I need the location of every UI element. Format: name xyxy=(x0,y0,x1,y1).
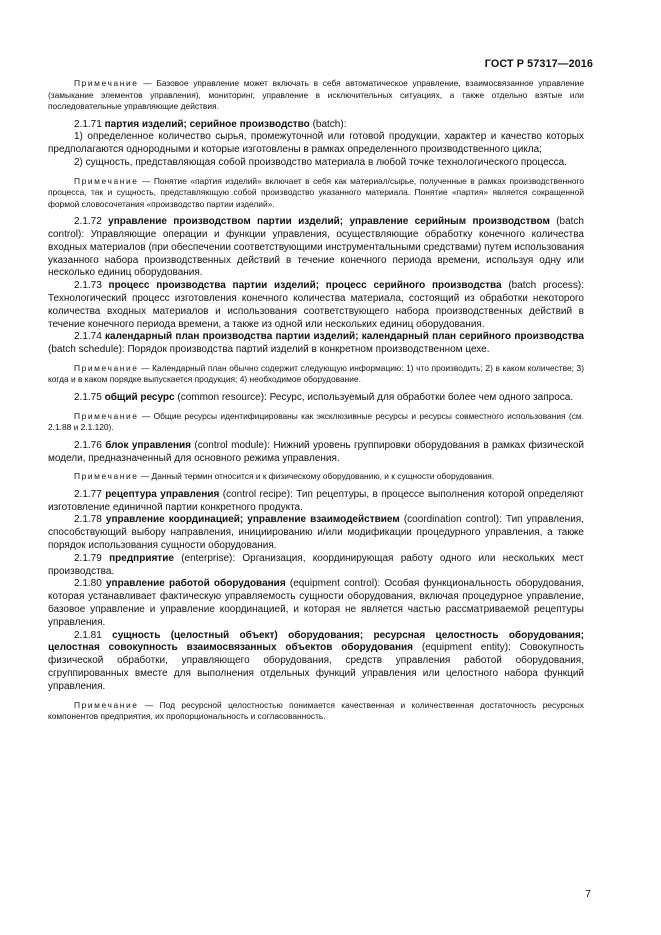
term-name: управление координацией; управление взаимодействием xyxy=(105,514,400,526)
term-name: управление работой оборудования xyxy=(106,578,286,590)
term-name: процесс производства партии изделий; процесс серийного производства xyxy=(108,280,502,292)
term-name: блок управления xyxy=(105,439,191,451)
term-name: предприятие xyxy=(109,552,174,564)
term-number: 2.1.75 xyxy=(74,391,105,403)
term-number: 2.1.80 xyxy=(74,578,106,590)
note-text: Общие ресурсы идентифицированы как эксклюзивные ресурсы и ресурсы совместного использования (см. 2.1.88 и 2.1.120). xyxy=(48,410,584,433)
term-definition: (batch schedule): Порядок производства партий изделий в конкретном производственном цехе. xyxy=(48,344,490,356)
term-number: 2.1.78 xyxy=(74,514,106,526)
term-definition: (control module): Нижний уровень группировки оборудования в рамках физической модели, предназначенный для основного режима управления. xyxy=(48,439,584,464)
note: Примечание — Базовое управление может включать в себя автоматическое управление, взаимосвязанное управление (замыкание элементов управления), мониторинг, управление в исключительных ситуациях, а также отдельно взятые или последовательные управляющие действия. xyxy=(48,78,584,111)
term-definition: (batch control): Управляющие операции и функции управления, осуществляющие обработку конечного количества входных материалов (при обеспечении соответствующими инструментальными средствами) путем использования указанного набора производственных действий в течение конечного периода времени, используя одну или несколько единиц оборудования. xyxy=(48,216,584,279)
term-number: 2.1.76 xyxy=(74,439,106,451)
note-label: Примечание xyxy=(74,699,139,710)
note: Примечание — Данный термин относится и к физическому оборудованию, и к сущности оборудования. xyxy=(74,471,495,482)
term-definition: (common resource): Ресурс, используемый для обработки более чем одного запроса. xyxy=(174,391,574,403)
definition-item: 1) определенное количество сырья, промежуточной или готовой продукции, характер и качество которых предполагаются однородными и которые изготовлены в рамках определенного производственного цикла; xyxy=(48,131,584,156)
note-label: Примечание xyxy=(74,410,139,421)
term-number: 2.1.74 xyxy=(74,331,106,343)
term-number: 2.1.71 xyxy=(74,118,105,130)
note: Примечание — Календарный план обычно содержит следующую информацию: 1) что производить; 2) в каком количестве; 3) когда и в каком порядке выпускается продукция; 4) необходимое оборудование. xyxy=(48,362,585,385)
term-number: 2.1.79 xyxy=(74,552,110,564)
term-definition: (coordination control): Тип управления, способствующий выбору направления, инициированию и/или модификации процедурного управления, а также порядок использования сущности оборудования. xyxy=(48,514,584,552)
term-entry-2-1-76 xyxy=(48,440,584,466)
note-text: Данный термин относится и к физическому оборудованию, и к сущности оборудования. xyxy=(151,471,495,482)
note-label: Примечание xyxy=(74,175,139,186)
note: Примечание — Общие ресурсы идентифицированы как эксклюзивные ресурсы и ресурсы совместного использования (см. 2.1.88 и 2.1.120). xyxy=(48,410,584,433)
note: Примечание — Под ресурсной целостностью понимается качественная и количественная достаточность ресурсных компонентов предприятия, их пропорциональность и согласованность. xyxy=(48,699,584,722)
term-entry-2-1-79 xyxy=(48,553,584,579)
note-label: Примечание xyxy=(74,362,139,373)
note-label: Примечание xyxy=(74,471,139,482)
term-entry-2-1-78 xyxy=(48,514,584,552)
term-entry-2-1-74 xyxy=(48,331,584,357)
term-name: управление производством партии изделий; управление серийным производством xyxy=(108,216,550,228)
term-entry-2-1-80 xyxy=(48,578,584,629)
term-definition: (equipment control): Особая функциональность оборудования, которая устанавливает фактическую управляемость сущности оборудования, включая процедурное управление, базовое управление и управление координацией, и которая не является частью рассматриваемой рецептуры управления. xyxy=(48,578,585,628)
page-content xyxy=(48,78,584,728)
document-id: ГОСТ Р 57317—2016 xyxy=(484,58,593,70)
term-definition: (control recipe): Тип рецептуры, в процессе выполнения которой определяют изготовление единичной партии конкретного продукта. xyxy=(48,488,584,513)
definition-item: 2) сущность, представляющая собой производство материала в любой точке технологического процесса. xyxy=(74,156,567,168)
term-name: рецептура управления xyxy=(105,488,220,500)
term-entry-2-1-77 xyxy=(48,489,584,515)
note-text: Под ресурсной целостностью понимается качественная и количественная достаточность ресурсных компонентов предприятия, их пропорциональность и согласованность. xyxy=(48,699,584,722)
term-definition: (batch process): Технологический процесс изготовления конечного количества материала, состоящий из обработки некоторого количества входных материалов и использования соответствующего набора производственных действий в течение конечного периода времени, а также из одной или нескольких единиц оборудования. xyxy=(48,280,584,330)
term-number: 2.1.77 xyxy=(74,488,106,500)
term-entry-2-1-73 xyxy=(48,280,584,331)
note-text: Понятие «партия изделий» включает в себя как материал/сырье, полученные в рамках производственного процесса, так и сущность, представляющую собой производство указанного материала. Понятие «партия» является сокращенной формой словосочетания «производство партии изделий». xyxy=(48,175,585,209)
term-definition: (batch): xyxy=(309,118,347,130)
term-entry-2-1-71 xyxy=(48,119,584,132)
note-text: Базовое управление может включать в себя автоматическое управление, взаимосвязанное управление (замыкание элементов управления), мониторинг, управление в исключительных ситуациях, а также отдельно взятые или последовательные управляющие действия. xyxy=(48,78,584,111)
term-definition: (equipment entity): Совокупность физической обработки, управляющего оборудования, средств управления работой оборудования, сгруппированных вместе для выполнения отдельных функций управления или целостного набора функций управления. xyxy=(48,642,584,692)
note: Примечание — Понятие «партия изделий» включает в себя как материал/сырье, полученные в рамках производственного процесса, так и сущность, представляющую собой производство указанного материала. Понятие «партия» является сокращенной формой словосочетания «производство партии изделий». xyxy=(48,175,585,209)
term-entry-2-1-75 xyxy=(48,392,584,405)
term-entry-2-1-72 xyxy=(48,216,584,280)
note-label: Примечание xyxy=(74,78,139,88)
term-name: календарный план производства партии изделий; календарный план серийного производства xyxy=(105,331,584,343)
note-text: Календарный план обычно содержит следующую информацию: 1) что производить; 2) в каком количестве; 3) когда и в каком порядке выпускается продукция; 4) необходимое оборудование. xyxy=(48,362,585,385)
term-definition: (enterprise): Организация, координирующая работу одного или нескольких мест производства. xyxy=(48,552,584,577)
term-number: 2.1.81 xyxy=(74,629,113,641)
term-name: общий ресурс xyxy=(104,391,175,403)
term-name: сущность (целостный объект) оборудования; ресурсная целостность оборудования; целостная совокупность взаимосвязанных объектов оборудования xyxy=(48,629,584,654)
term-number: 2.1.72 xyxy=(74,216,109,228)
term-name: партия изделий; серийное производство xyxy=(104,118,310,130)
term-number: 2.1.73 xyxy=(74,280,109,292)
term-entry-2-1-81 xyxy=(48,630,584,694)
page-number: 7 xyxy=(585,888,591,900)
